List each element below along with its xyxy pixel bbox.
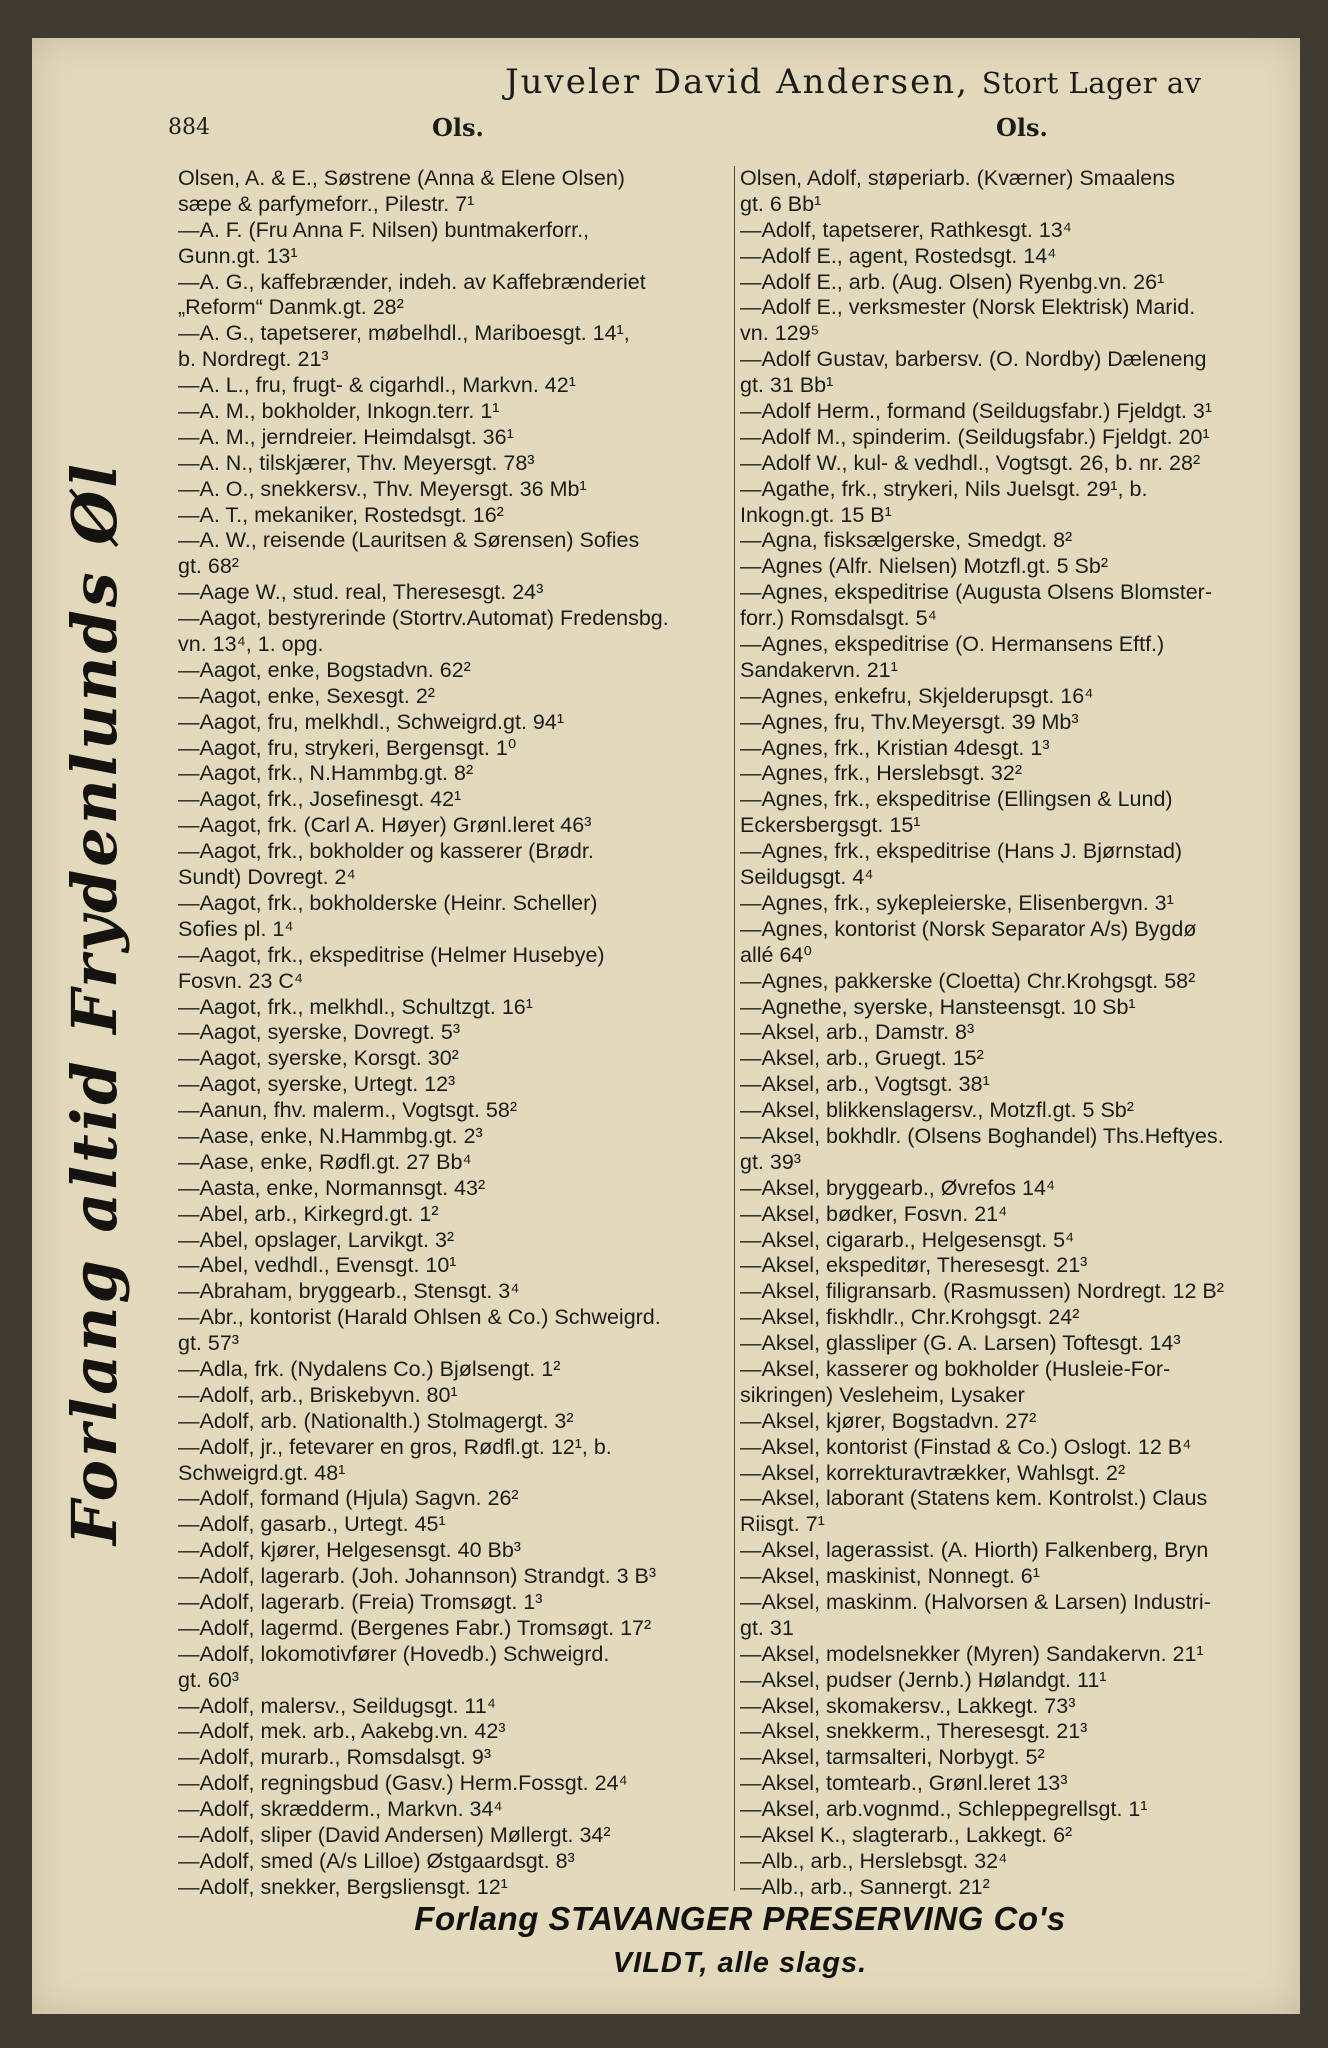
directory-entry-line: —Adolf E., verksmester (Norsk Elektrisk) Marid. [740,295,1196,320]
directory-entry-line: —Aagot, fru, melkhdl., Schweigrd.gt. 94¹ [178,709,564,734]
directory-entry-line: —A. W., reisende (Lauritsen & Sørensen) Sofies [178,528,640,553]
directory-entry-line: —Agnes, pakkerske (Cloetta) Chr.Krohgsgt. 58² [740,968,1196,993]
directory-entry-line: —Aage W., stud. real, Theresesgt. 24³ [178,580,544,605]
directory-entry-line: —Abraham, bryggearb., Stensgt. 3⁴ [178,1279,520,1304]
directory-entry-line: —Adolf E., arb. (Aug. Olsen) Ryenbg.vn. 26¹ [740,269,1165,294]
directory-entry-line: Gunn.gt. 13¹ [178,243,298,268]
directory-entry-line: —Agnethe, syerske, Hansteensgt. 10 Sb¹ [740,994,1136,1019]
directory-entry-line: —Adolf Gustav, barbersv. (O. Nordby) Dæleneng [740,347,1207,372]
directory-entry-line: —Aksel, bryggearb., Øvrefos 14⁴ [740,1175,1056,1200]
directory-entry-line: —Adolf, lagerarb. (Freia) Tromsøgt. 1³ [178,1589,543,1614]
directory-entry-line: —Aagot, frk., Josefinesgt. 42¹ [178,787,462,812]
directory-entry-line: —Adolf, tapetserer, Rathkesgt. 13⁴ [740,217,1072,242]
directory-entry-line: Inkogn.gt. 15 B¹ [740,502,892,527]
directory-entry-line: Seildugsgt. 4⁴ [740,865,874,890]
directory-entry-line: gt. 60³ [178,1667,239,1692]
directory-entry-line: —A. F. (Fru Anna F. Nilsen) buntmakerforr., [178,217,590,242]
directory-entry-line: —Aksel, fiskhdlr., Chr.Krohgsgt. 24² [740,1305,1080,1330]
directory-entry-line: —Aksel, arb., Damstr. 8³ [740,1020,975,1045]
directory-entry-line: —Adolf, murarb., Romsdalsgt. 9³ [178,1745,492,1770]
directory-entry-line: —Abr., kontorist (Harald Ohlsen & Co.) Schweigrd. [178,1305,661,1330]
directory-entry-line: —Adolf, lagerarb. (Joh. Johannson) Strandgt. 3 B³ [178,1564,657,1589]
directory-entry-line: —Agnes, frk., ekspeditrise (Ellingsen & Lund) [740,787,1173,812]
directory-entry-line: Schweigrd.gt. 48¹ [178,1460,346,1485]
directory-entry-line: —Agnes, frk., sykepleierske, Elisenbergvn. 3¹ [740,890,1174,915]
directory-entry-line: —A. G., kaffebrænder, indeh. av Kaffebrænderiet [178,269,646,294]
directory-entry-line: vn. 13⁴, 1. opg. [178,632,324,657]
directory-entry-line: Fosvn. 23 C⁴ [178,968,304,993]
directory-entry-line: gt. 31 [740,1615,794,1640]
directory-entry-line: —Aagot, frk., bokholder og kasserer (Brødr. [178,839,594,864]
directory-entry-line: —Aagot, frk., bokholderske (Heinr. Scheller) [178,890,598,915]
directory-entry-line: —Aksel, pudser (Jernb.) Hølandgt. 11¹ [740,1667,1107,1692]
directory-entry-line: —Alb., arb., Sannergt. 21² [740,1874,990,1899]
directory-entry-line: —Adolf, sliper (David Andersen) Møllergt. 34² [178,1823,611,1847]
directory-entry-line: „Reform“ Danmk.gt. 28² [178,295,404,320]
directory-entry-line: —Aanun, fhv. malerm., Vogtsgt. 58² [178,1098,517,1123]
directory-entry-line: —A. M., jerndreier. Heimdalsgt. 36¹ [178,424,514,449]
directory-entry-line: —Abel, opslager, Larvikgt. 3² [178,1227,455,1252]
directory-entry-line: —Aksel, blikkenslagersv., Motzfl.gt. 5 Sb² [740,1098,1134,1123]
directory-entry-line: —Aagot, syerske, Korsgt. 30² [178,1046,459,1071]
directory-entry-line: gt. 39³ [740,1149,801,1174]
directory-entry-line: —Alb., arb., Herslebsgt. 32⁴ [740,1848,1008,1873]
directory-entry-line: —Aksel, arb., Gruegt. 15² [740,1046,984,1071]
column-heading-left: Ols. [432,113,484,142]
directory-entry-line: —Aksel, arb., Vogtsgt. 38¹ [740,1072,990,1097]
directory-entry-line: —Adolf, regningsbud (Gasv.) Herm.Fossgt. 24⁴ [178,1771,628,1796]
directory-entry-line: —Adolf Herm., formand (Seildugsfabr.) Fjeldgt. 3¹ [740,399,1212,424]
directory-entry-line: —Agnes, ekspeditrise (O. Hermansens Eftf.) [740,632,1165,657]
directory-entry-line: —Adolf, mek. arb., Aakebg.vn. 42³ [178,1719,506,1744]
directory-entry-line: —A. O., snekkersv., Thv. Meyersgt. 36 Mb¹ [178,476,587,501]
directory-entry-line: Sundt) Dovregt. 2⁴ [178,865,356,890]
directory-entry-line: —Aagot, fru, strykeri, Bergensgt. 1⁰ [178,735,517,760]
directory-entry-line: —Aksel, tarmsalteri, Norbygt. 5² [740,1745,1045,1770]
directory-entry-line: —Adolf M., spinderim. (Seildugsfabr.) Fjeldgt. 20¹ [740,424,1210,449]
directory-entry-line: vn. 129⁵ [740,321,820,346]
directory-entry-line: Olsen, Adolf, støperiarb. (Kværner) Smaalens [740,166,1175,190]
directory-entry-line: —Aksel, kasserer og bokholder (Husleie-For- [740,1356,1171,1381]
directory-entry-line: —Adolf, snekker, Bergsliensgt. 12¹ [178,1874,508,1899]
directory-entry-line: —A. L., fru, frugt- & cigarhdl., Markvn. 42¹ [178,373,576,398]
directory-entry-line: —Aksel, filigransarb. (Rasmussen) Nordregt. 12 B² [740,1279,1224,1304]
directory-entry-line: —Aagot, syerske, Dovregt. 5³ [178,1020,460,1045]
directory-entry-line: —Aksel, maskinist, Nonnegt. 6¹ [740,1564,1040,1589]
directory-entry-line: —Aksel, modelsnekker (Myren) Sandakervn. 21¹ [740,1641,1204,1666]
directory-entry-line: —Aksel, maskinm. (Halvorsen & Larsen) Industri- [740,1589,1211,1614]
directory-entry-line: Sandakervn. 21¹ [740,657,898,682]
directory-entry-line: —Adolf, malersv., Seildugsgt. 11⁴ [178,1693,496,1718]
directory-entry-line: Eckersbergsgt. 15¹ [740,813,921,838]
directory-entry-line: —Agnes, enkefru, Skjelderupsgt. 16⁴ [740,683,1094,708]
directory-entry-line: gt. 57³ [178,1331,239,1356]
directory-entry-line: gt. 31 Bb¹ [740,373,834,398]
directory-entry-line: —Aksel, skomakersv., Lakkegt. 73³ [740,1693,1076,1718]
footer-advertisement [380,1897,1100,1985]
directory-entry-line: —Aksel, ekspeditør, Theresesgt. 21³ [740,1253,1088,1278]
directory-entry-line: —Agnes, ekspeditrise (Augusta Olsens Blomster- [740,580,1213,605]
directory-entry-line: —Abel, vedhdl., Evensgt. 10¹ [178,1253,457,1278]
column-heading-right: Ols. [996,113,1048,142]
directory-entry-line: —Aksel K., slagterarb., Lakkegt. 6² [740,1823,1073,1847]
directory-entry-line: —Adolf, smed (A/s Lilloe) Østgaardsgt. 8³ [178,1848,575,1873]
header-ad-main: Juveler David Andersen, [505,62,969,102]
header-ad-tail: Stort Lager av [981,66,1202,100]
directory-entry-line: —Adolf, lagermd. (Bergenes Fabr.) Tromsøgt. 17² [178,1615,652,1640]
column-divider [734,166,735,1891]
directory-entry-line: —Adolf, arb., Briskebyvn. 80¹ [178,1382,458,1407]
side-ad-text: Forlang altid Frydenlunds Øl [58,461,131,1545]
directory-entry-line: —Aagot, bestyrerinde (Stortrv.Automat) Fredensbg. [178,606,669,631]
directory-entry-line: —Aksel, cigararb., Helgesensgt. 5⁴ [740,1227,1075,1252]
directory-entry-line: sikringen) Vesleheim, Lysaker [740,1382,1025,1407]
directory-entry-line: —Aksel, glassliper (G. A. Larsen) Toftesgt. 14³ [740,1331,1181,1356]
directory-entry-line: —Aksel, arb.vognmd., Schleppegrellsgt. 1¹ [740,1797,1148,1822]
directory-entry-line: —Aagot, frk., melkhdl., Schultzgt. 16¹ [178,994,533,1019]
directory-entry-line: —Aksel, lagerassist. (A. Hiorth) Falkenberg, Bryn [740,1538,1209,1563]
directory-entry-line: —Aagot, frk. (Carl A. Høyer) Grønl.leret 46³ [178,813,592,838]
directory-entry-line: —Adla, frk. (Nydalens Co.) Bjølsengt. 1² [178,1356,561,1381]
directory-entry-line: —Aksel, tomtearb., Grønl.leret 13³ [740,1771,1068,1796]
directory-entry-line: —Adolf E., agent, Rostedsgt. 14⁴ [740,243,1057,268]
directory-entry-line: —A. T., mekaniker, Rostedsgt. 16² [178,502,504,527]
footer-ad-line2: VILDT, alle slags. [612,1947,868,1979]
directory-entry-line: —Adolf, skrædderm., Markvn. 34⁴ [178,1797,503,1822]
directory-entry-line: —Abel, arb., Kirkegrd.gt. 1² [178,1201,439,1226]
page-number: 884 [168,115,210,140]
header-advertisement [505,62,1285,102]
directory-entry-line: —Aksel, snekkerm., Theresesgt. 21³ [740,1719,1088,1744]
directory-entry-line: —A. N., tilskjærer, Thv. Meyersgt. 78³ [178,450,535,475]
directory-entry-line: —Agnes, frk., ekspeditrise (Hans J. Bjørnstad) [740,839,1183,864]
directory-entry-line: gt. 68² [178,554,239,579]
directory-entry-line: —Adolf, jr., fetevarer en gros, Rødfl.gt. 12¹, b. [178,1434,612,1459]
directory-entry-line: —Aagot, enke, Bogstadvn. 62² [178,657,471,682]
directory-entry-line: —Aase, enke, Rødfl.gt. 27 Bb⁴ [178,1149,472,1174]
directory-entry-line: —Aagot, frk., N.Hammbg.gt. 8² [178,761,474,786]
directory-entry-line: —Adolf, gasarb., Urtegt. 45¹ [178,1512,446,1537]
directory-entry-line: Sofies pl. 1⁴ [178,916,294,941]
directory-entry-line: —Agathe, frk., strykeri, Nils Juelsgt. 29¹, b. [740,476,1148,501]
directory-entry-line: —Aagot, syerske, Urtegt. 12³ [178,1072,456,1097]
directory-entry-line: —Adolf, kjører, Helgesensgt. 40 Bb³ [178,1538,521,1563]
directory-entry-line: —Adolf, arb. (Nationalth.) Stolmagergt. 3² [178,1408,574,1433]
directory-entry-line: —Aasta, enke, Normannsgt. 43² [178,1175,486,1200]
directory-entry-line: —Agnes, frk., Herslebsgt. 32² [740,761,1022,786]
directory-entry-line: —Adolf, formand (Hjula) Sagvn. 26² [178,1486,519,1511]
directory-entry-line: forr.) Romsdalsgt. 5⁴ [740,606,937,631]
directory-entry-line: —Aksel, korrekturavtrækker, Wahlsgt. 2² [740,1460,1126,1485]
directory-entry-line: —Aksel, kontorist (Finstad & Co.) Oslogt. 12 B⁴ [740,1434,1192,1459]
directory-entry-line: —Agnes, kontorist (Norsk Separator A/s) Bygdø [740,916,1197,941]
footer-ad-line1: Forlang STAVANGER PRESERVING Co's [414,1900,1066,1937]
directory-entry-line: —Aagot, frk., ekspeditrise (Helmer Husebye) [178,942,605,967]
directory-entry-line: —Aagot, enke, Sexesgt. 2² [178,683,435,708]
directory-entry-line: —Aase, enke, N.Hammbg.gt. 2³ [178,1123,483,1148]
directory-entry-line: b. Nordregt. 21³ [178,347,329,372]
directory-entry-line: —Aksel, bokhdlr. (Olsens Boghandel) Ths.Heftyes. [740,1123,1224,1148]
directory-entry-line: Riisgt. 7¹ [740,1512,825,1537]
directory-entry-line: sæpe & parfymeforr., Pilestr. 7¹ [178,191,475,216]
directory-entry-line: —Agna, fisksælgerske, Smedgt. 8² [740,528,1073,553]
directory-entry-line: —A. M., bokholder, Inkogn.terr. 1¹ [178,399,500,424]
directory-entry-line: —Aksel, bødker, Fosvn. 21⁴ [740,1201,1008,1226]
directory-entry-line: —Aksel, kjører, Bogstadvn. 27² [740,1408,1037,1433]
directory-entry-line: —Aksel, laborant (Statens kem. Kontrolst.) Claus [740,1486,1208,1511]
directory-entry-line: gt. 6 Bb¹ [740,191,822,216]
directory-entry-line: —A. G., tapetserer, møbelhdl., Mariboesgt. 14¹, [178,321,630,346]
directory-column-right [740,166,1284,1901]
directory-entry-line: Olsen, A. & E., Søstrene (Anna & Elene Olsen) [178,166,625,190]
directory-entry-line: —Agnes (Alfr. Nielsen) Motzfl.gt. 5 Sb² [740,554,1109,579]
directory-entry-line: —Agnes, frk., Kristian 4desgt. 1³ [740,735,1050,760]
directory-column-left [178,166,730,1901]
directory-entry-line: allé 64⁰ [740,942,812,967]
directory-entry-line: —Agnes, fru, Thv.Meyersgt. 39 Mb³ [740,709,1079,734]
directory-entry-line: —Adolf W., kul- & vedhdl., Vogtsgt. 26, b. nr. 28² [740,450,1201,475]
directory-entry-line: —Adolf, lokomotivfører (Hovedb.) Schweigrd. [178,1641,610,1666]
